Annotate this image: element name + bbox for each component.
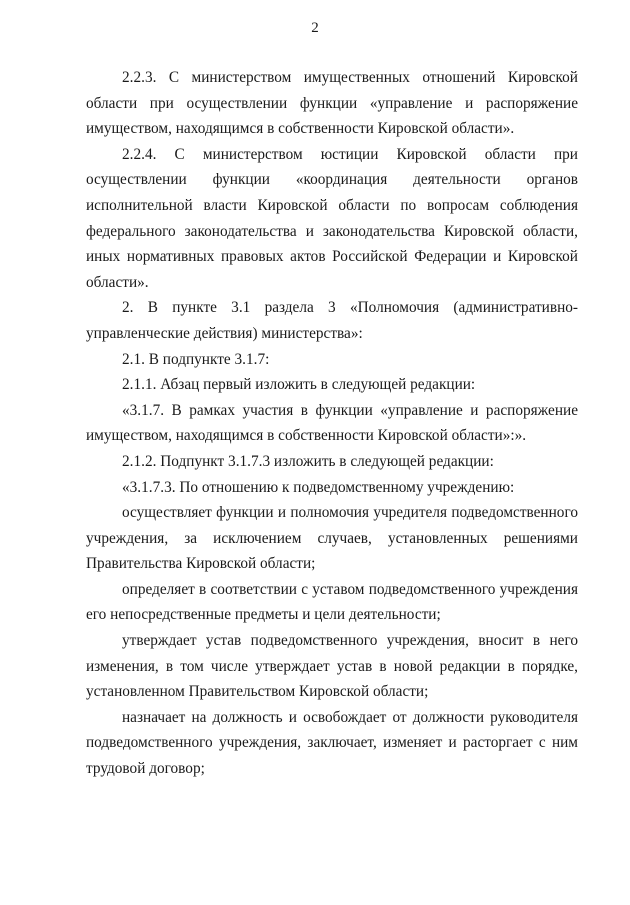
paragraph-2: 2. В пункте 3.1 раздела 3 «Полномочия (административно-управленческие действия) министерства»: (86, 299, 578, 342)
paragraph-2-1-2: 2.1.2. Подпункт 3.1.7.3 изложить в следующей редакции: (122, 452, 494, 470)
paragraph-approves-charter: утверждает устав подведомственного учреждения, вносит в него изменения, в том числе утверждает устав в новой редакции в порядке, установленном Правительством Кировской области; (86, 632, 578, 701)
paragraph-founder-functions: осуществляет функции и полномочия учредителя подведомственного учреждения, за исключением случаев, установленных решениями Правительства Кировской области; (86, 504, 578, 573)
paragraph-2-1: 2.1. В подпункте 3.1.7: (122, 350, 270, 368)
paragraph-2-2-4: 2.2.4. С министерством юстиции Кировской области при осуществлении функции «координация деятельности органов исполнительной власти Кировской области по вопросам соблюдения федерального законодательства и законодательства Кировской области, иных нормативных правовых актов Российской Федерации и Кировской области». (86, 145, 578, 291)
paragraph-2-1-1: 2.1.1. Абзац первый изложить в следующей редакции: (122, 376, 476, 394)
paragraph-appoints-head: назначает на должность и освобождает от должности руководителя подведомственного учреждения, заключает, изменяет и расторгает с ним трудовой договор; (86, 708, 578, 778)
paragraph-3-1-7-3: «3.1.7.3. По отношению к подведомственному учреждению: (122, 478, 515, 496)
paragraph-3-1-7: «3.1.7. В рамках участия в функции «управление и распоряжение имуществом, находящимся в собственности Кировской области»:». (86, 401, 578, 445)
document-body (86, 65, 578, 782)
paragraph-2-2-3: 2.2.3. С министерством имущественных отношений Кировской области при осуществлении функции «управление и распоряжение имуществом, находящимся в собственности Кировской области». (86, 69, 578, 138)
paragraph-determines-goals: определяет в соответствии с уставом подведомственного учреждения его непосредственные предметы и цели деятельности; (86, 580, 578, 624)
page-number: 2 (311, 20, 319, 36)
